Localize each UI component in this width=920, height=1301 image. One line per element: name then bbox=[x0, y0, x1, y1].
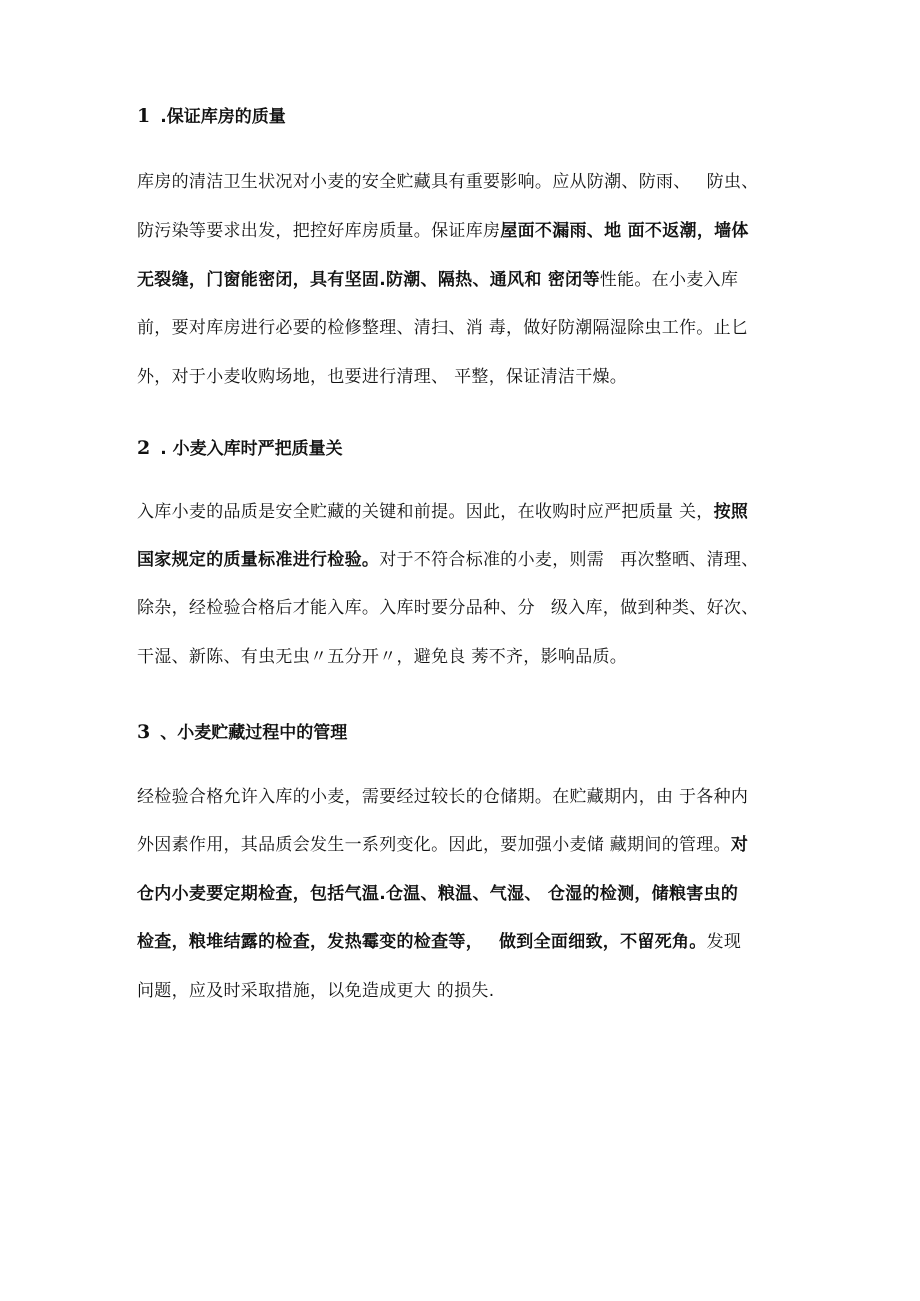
section-title: 、小麦贮藏过程中的管理 bbox=[160, 723, 348, 743]
paragraph-line: 入库小麦的品质是安全贮藏的关键和前提。因此，在收购时应严把质量 关，按照 bbox=[137, 502, 749, 522]
paragraph-line: 干湿、新陈、有虫无虫〃五分开〃，避免良 莠不齐，影响品质。 bbox=[137, 647, 628, 667]
paragraph-line: 经检验合格允许入库的小麦，需要经过较长的仓储期。在贮藏期内，由 于各种内 bbox=[137, 787, 749, 807]
section-number: 3 bbox=[137, 721, 151, 743]
paragraph-line: 除杂，经检验合格后才能入库。入库时要分品种、分 级入库，做到种类、好次、 bbox=[137, 598, 759, 618]
paragraph-line: 无裂缝，门窗能密闭，具有坚固.防潮、隔热、通风和 密闭等性能。在小麦入库 bbox=[137, 270, 739, 290]
paragraph-line: 外因素作用，其品质会发生一系列变化。因此，要加强小麦储 藏期间的管理。对 bbox=[137, 835, 749, 855]
paragraph-line: 库房的清洁卫生状况对小麦的安全贮藏具有重要影响。应从防潮、防雨、 防虫、 bbox=[137, 172, 759, 192]
section-title: .保证库房的质量 bbox=[160, 107, 286, 127]
paragraph-line: 检查，粮堆结露的检查，发热霉变的检查等， 做到全面细致，不留死角。发现 bbox=[137, 932, 742, 952]
paragraph-line: 防污染等要求出发，把控好库房质量。保证库房屋面不漏雨、地 面不返潮，墙体 bbox=[137, 221, 749, 241]
section-number: 2 bbox=[137, 437, 151, 459]
paragraph-line: 仓内小麦要定期检查，包括气温.仓温、粮温、气湿、 仓湿的检测，储粮害虫的 bbox=[137, 884, 739, 904]
section-title: . 小麦入库时严把质量关 bbox=[160, 439, 343, 459]
paragraph-line: 外，对于小麦收购场地，也要进行清理、 平整，保证清洁干燥。 bbox=[137, 367, 628, 387]
paragraph-line: 国家规定的质量标准进行检验。对于不符合标准的小麦，则需 再次整晒、清理、 bbox=[137, 550, 759, 570]
paragraph-line: 前，要对库房进行必要的检修整理、清扫、消 毒，做好防潮隔湿除虫工作。止匕 bbox=[137, 318, 749, 338]
section-3-heading bbox=[137, 720, 347, 745]
section-number: 1 bbox=[137, 105, 151, 127]
paragraph-line: 问题，应及时采取措施，以免造成更大 的损失. bbox=[137, 981, 495, 1001]
section-2-heading bbox=[137, 436, 343, 461]
section-1-heading bbox=[137, 104, 286, 129]
